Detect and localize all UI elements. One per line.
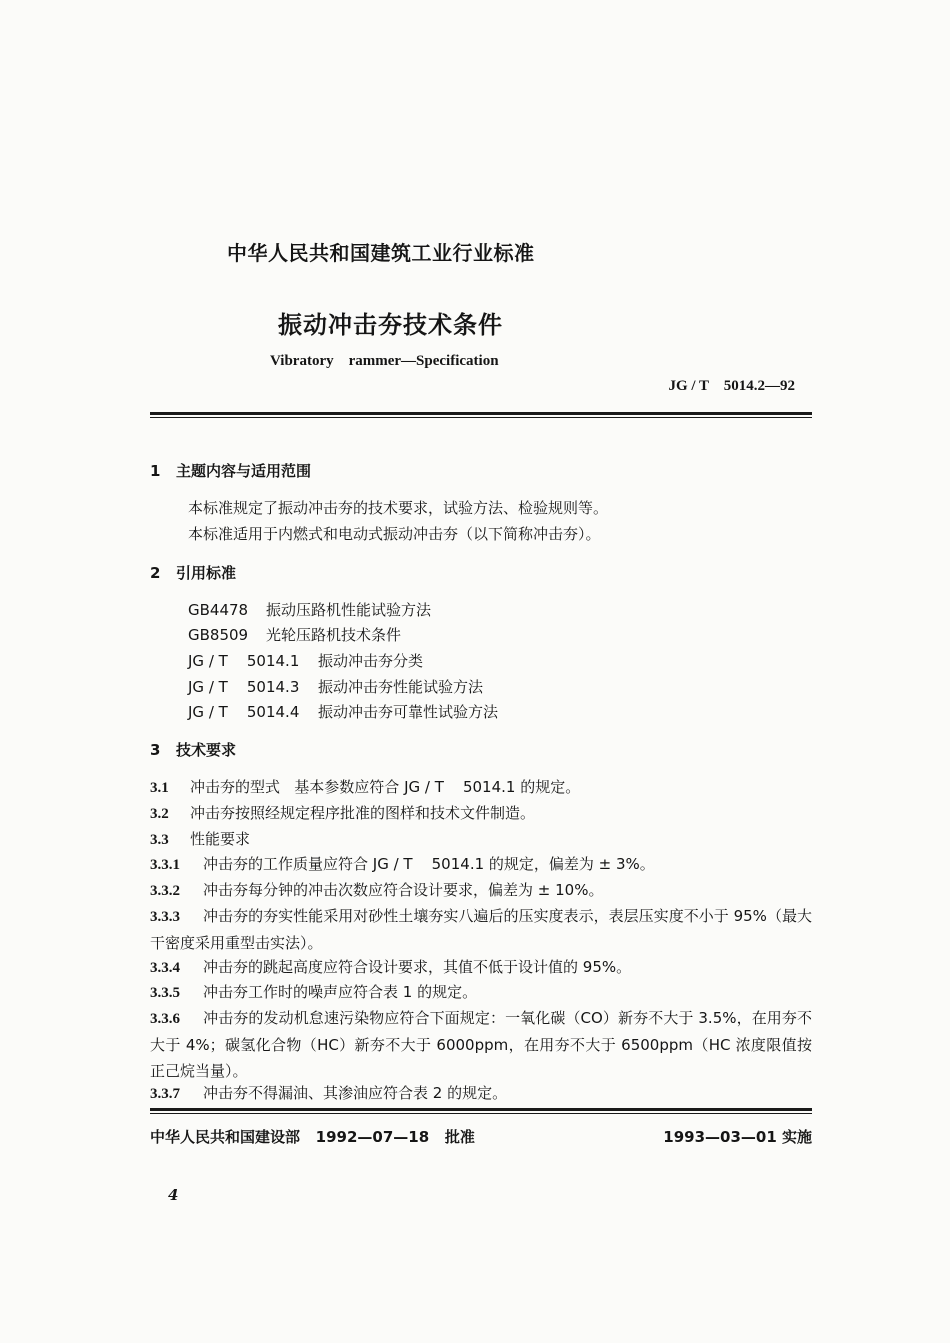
clause-number: 3.3.1 xyxy=(150,857,180,873)
clause-text: 冲击夯不得漏油、其渗油应符合表 2 的规定。 xyxy=(203,1084,508,1102)
clause-text: 冲击夯按照经规定程序批准的图样和技术文件制造。 xyxy=(190,804,536,822)
reference-code: JG / T 5014.3 xyxy=(188,678,300,696)
clause-text: 冲击夯每分钟的冲击次数应符合设计要求，偏差为 ± 10%。 xyxy=(203,881,604,899)
clause-number: 3.2 xyxy=(150,806,169,822)
clause-text: 性能要求 xyxy=(190,830,251,848)
clause-number: 3.3.4 xyxy=(150,960,180,976)
section-number: 3 xyxy=(150,741,161,759)
issuing-standard-title: 中华人民共和国建筑工业行业标准 xyxy=(227,241,535,265)
clause-text: 冲击夯工作时的噪声应符合表 1 的规定。 xyxy=(203,983,478,1001)
section-title: 主题内容与适用范围 xyxy=(176,462,312,480)
clause-text: 冲击夯的夯实性能采用对砂性土壤夯实八遍后的压实度表示，表层压实度不小于 95%（最大干密度采用重型击实法）。 xyxy=(150,907,812,952)
document-title: 振动冲击夯技术条件 xyxy=(278,311,503,339)
page-number: 4 xyxy=(168,1186,179,1204)
section-3-heading xyxy=(150,739,236,760)
clause-number: 3.3.7 xyxy=(150,1086,180,1102)
section-title: 引用标准 xyxy=(176,564,237,582)
reference-name: 振动冲击夯分类 xyxy=(318,652,424,670)
clause-item xyxy=(150,853,655,874)
clause-text: 冲击夯的发动机怠速污染物应符合下面规定：一氧化碳（CO）新夯不大于 3.5%，在用夯不大于 4%；碳氢化合物（HC）新夯不大于 6000ppm，在用夯不大于 6500ppm（HC 浓度限值按正己烷当量）。 xyxy=(150,1009,812,1080)
clause-item xyxy=(150,802,535,823)
paragraph: 本标准规定了振动冲击夯的技术要求，试验方法、检验规则等。 xyxy=(188,499,609,517)
header-rule-thin xyxy=(150,417,812,418)
reference-name: 振动冲击夯可靠性试验方法 xyxy=(318,703,499,721)
reference-code: GB8509 xyxy=(188,626,249,644)
reference-code: JG / T 5014.1 xyxy=(188,652,300,670)
clause-number: 3.3.2 xyxy=(150,883,180,899)
reference-name: 振动冲击夯性能试验方法 xyxy=(318,678,484,696)
clause-item xyxy=(150,956,631,977)
reference-item xyxy=(188,701,498,722)
section-2-heading xyxy=(150,562,236,583)
clause-item xyxy=(150,879,603,900)
section-1-heading xyxy=(150,460,311,481)
clause-number: 3.3.3 xyxy=(150,909,180,925)
section-number: 1 xyxy=(150,462,161,480)
reference-item xyxy=(188,624,401,645)
reference-code: GB4478 xyxy=(188,601,249,619)
clause-number: 3.3.5 xyxy=(150,985,180,1001)
clause-item xyxy=(150,1005,812,1084)
section-title: 技术要求 xyxy=(176,741,237,759)
reference-name: 振动压路机性能试验方法 xyxy=(266,601,432,619)
reference-name: 光轮压路机技术条件 xyxy=(266,626,402,644)
section-number: 2 xyxy=(150,564,161,582)
clause-item xyxy=(150,903,812,956)
paragraph: 本标准适用于内燃式和电动式振动冲击夯（以下简称冲击夯）。 xyxy=(188,525,601,543)
clause-item xyxy=(150,776,580,797)
reference-item xyxy=(188,599,431,620)
standard-code: JG / T 5014.2—92 xyxy=(668,378,795,394)
clause-text: 冲击夯的型式 基本参数应符合 JG / T 5014.1 的规定。 xyxy=(190,778,581,796)
clause-number: 3.3 xyxy=(150,832,169,848)
reference-item xyxy=(188,676,483,697)
clause-item xyxy=(150,828,250,849)
clause-item xyxy=(150,981,477,1002)
header-rule-thick xyxy=(150,412,812,415)
clause-text: 冲击夯的跳起高度应符合设计要求，其值不低于设计值的 95%。 xyxy=(203,958,632,976)
footer-rule-thin xyxy=(150,1113,812,1114)
reference-code: JG / T 5014.4 xyxy=(188,703,300,721)
document-title-english: Vibratory rammer—Specification xyxy=(270,353,499,369)
clause-number: 3.1 xyxy=(150,780,169,796)
clause-item xyxy=(150,1082,507,1103)
clause-text: 冲击夯的工作质量应符合 JG / T 5014.1 的规定，偏差为 ± 3%。 xyxy=(203,855,655,873)
approval-line: 中华人民共和国建设部 1992—07—18 批准 xyxy=(150,1128,475,1146)
clause-number: 3.3.6 xyxy=(150,1011,180,1027)
effective-date: 1993—03—01 实施 xyxy=(663,1128,812,1146)
reference-item xyxy=(188,650,423,671)
footer-rule-thick xyxy=(150,1108,812,1111)
